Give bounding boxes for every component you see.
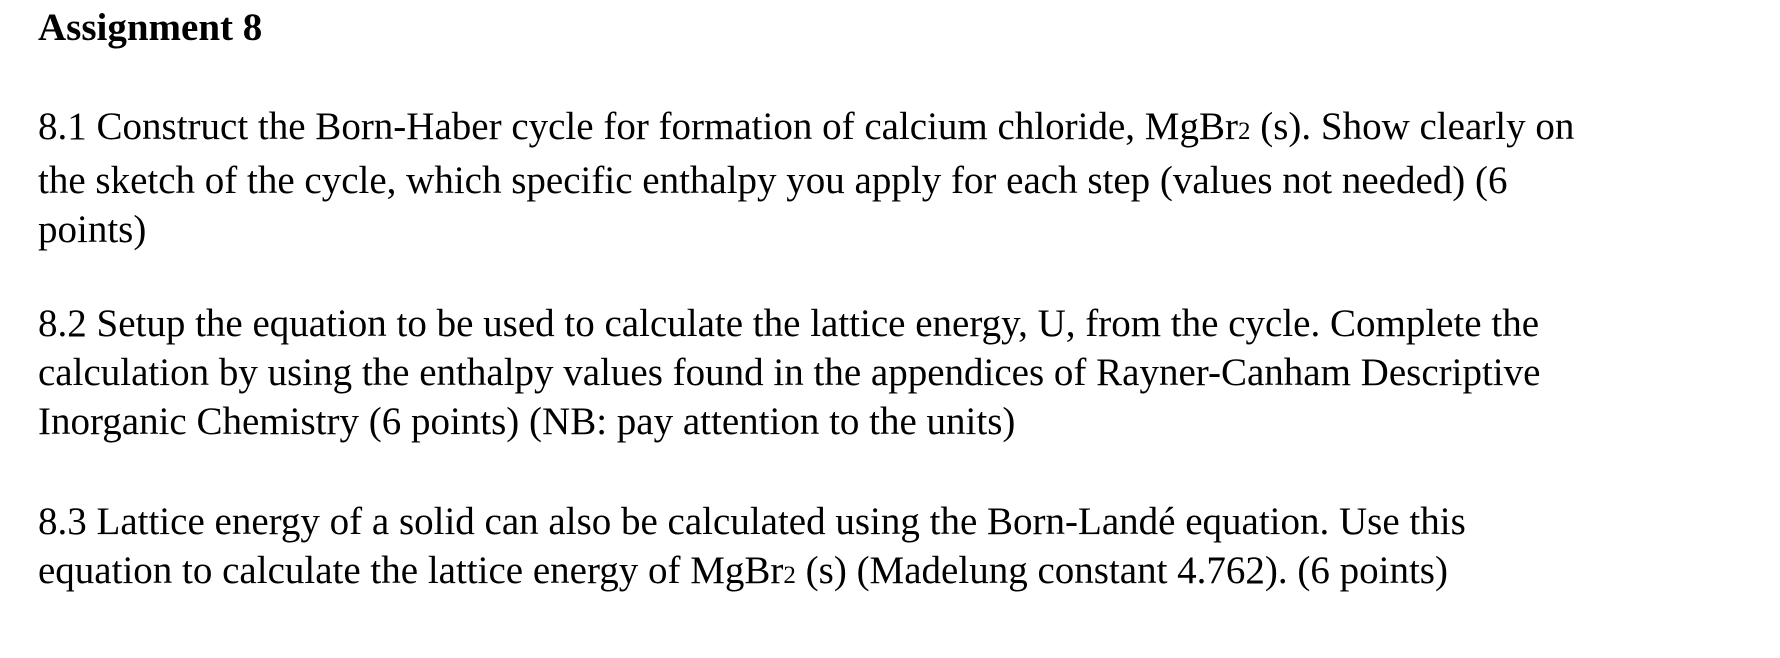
- question-line: 8.3 Lattice energy of a solid can also be calculated using the Born-Landé equation. Use this: [38, 500, 1466, 543]
- subscript: 2: [1237, 118, 1251, 145]
- question-line: Inorganic Chemistry (6 points) (NB: pay attention to the units): [38, 400, 1016, 443]
- assignment-title: Assignment 8: [38, 6, 263, 49]
- subscript: 2: [783, 562, 796, 589]
- question-line: 8.2 Setup the equation to be used to calculate the lattice energy, U, from the cycle. Complete the: [38, 302, 1540, 345]
- question-8-1: [38, 102, 1748, 254]
- question-line: equation to calculate the lattice energy of MgBr2 (s) (Madelung constant 4.762). (6 points): [38, 549, 1448, 592]
- question-line: points): [38, 208, 147, 251]
- question-8-3: [38, 497, 1748, 600]
- question-line: calculation by using the enthalpy values found in the appendices of Rayner-Canham Descriptive: [38, 351, 1541, 394]
- question-8-2: [38, 299, 1748, 446]
- question-line: 8.1 Construct the Born-Haber cycle for formation of calcium chloride, MgBr2 (s). Show clearly on: [38, 105, 1575, 148]
- question-line: the sketch of the cycle, which specific enthalpy you apply for each step (values not needed) (6: [38, 159, 1508, 202]
